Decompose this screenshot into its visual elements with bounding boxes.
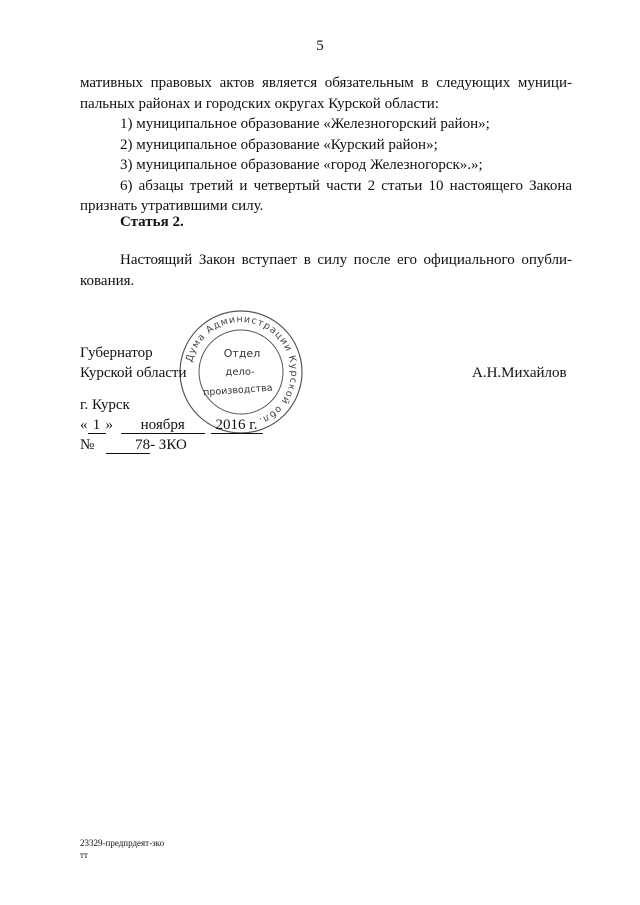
paragraph-line: Настоящий Закон вступает в силу после его официального опубли- [120, 252, 572, 268]
date-open-quote: « [80, 417, 88, 433]
article-heading: Статья 2. [120, 214, 184, 230]
law-number [80, 435, 187, 455]
stamp-line: производства [202, 382, 273, 399]
paragraph-line: 6) абзацы третий и четвертый части 2 статьи 10 настоящего Закона [120, 177, 572, 194]
date-day: 1 [88, 418, 106, 434]
date-close-quote: » [105, 417, 113, 433]
city: г. Курск [80, 397, 130, 413]
paragraph-line: пальных районах и городских округах Курской области: [80, 95, 439, 112]
signing-date [80, 415, 263, 435]
number-suffix: - ЗКО [150, 437, 187, 453]
paragraph-line: кования. [80, 272, 135, 289]
footer-reference [80, 837, 164, 861]
list-item: 2) муниципальное образование «Курский район»; [120, 136, 438, 153]
signature-title-line: Курской области [80, 365, 187, 381]
number-prefix: № [80, 437, 95, 453]
footer-line: 23329-предпрдеят-зко [80, 838, 165, 848]
list-item: 1) муниципальное образование «Железногорский район»; [120, 116, 490, 132]
date-year: 2016 г. [211, 418, 263, 434]
list-item: 3) муниципальное образование «город Железногорск».»; [120, 157, 483, 173]
signature-title-line: Губернатор [80, 345, 153, 361]
stamp-ring-text: Дума Администрации Курской обл. [183, 313, 300, 427]
date-month: ноября [121, 418, 205, 434]
paragraph-line: мативных правовых актов является обязательным в следующих муници- [80, 75, 572, 91]
page-number: 5 [316, 38, 324, 54]
main-text [80, 73, 572, 217]
stamp-line: Отдел [223, 347, 261, 360]
article-text [80, 250, 572, 291]
paragraph-line: признать утратившими силу. [80, 198, 264, 214]
signature-title [80, 343, 186, 383]
signatory-name: А.Н.Михайлов [472, 365, 567, 381]
stamp-line: дело- [225, 367, 255, 378]
footer-line: тт [80, 850, 88, 860]
number-value: 78 [106, 438, 150, 454]
